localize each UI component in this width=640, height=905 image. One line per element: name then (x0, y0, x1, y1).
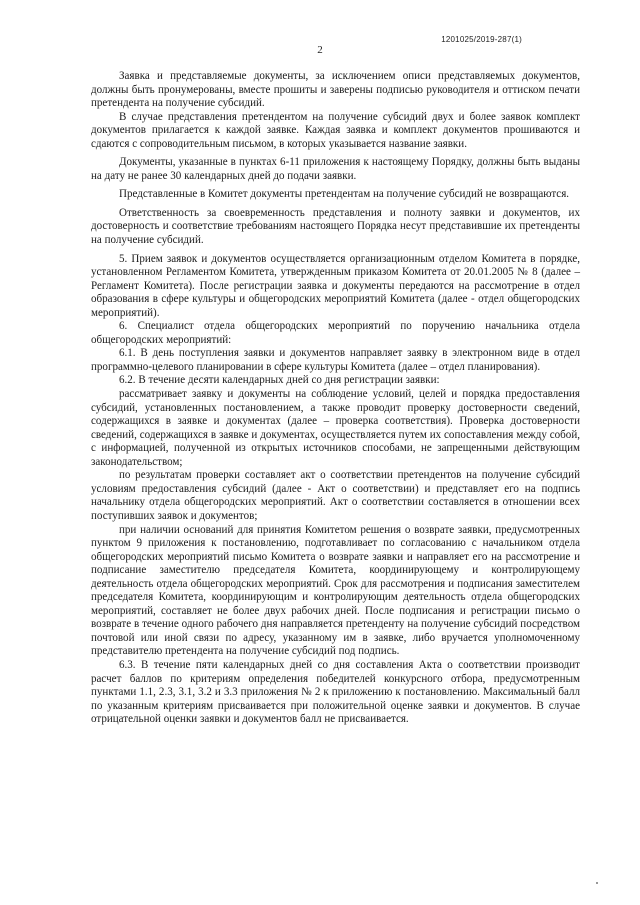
paragraph: 6.3. В течение пяти календарных дней со дня составления Акта о соответствии производит расчет баллов по критериям определения победителей конкурсного отбора, предусмотренным пунктами 1.1, 2.3, 3.1, 3.2 и 3.3 приложения № 2 к приложению к постановлению. Максимальный балл по указанным критериям присваивается при положительной оценке заявки и документов. В случае отрицательной оценки заявки и документов балл не присваивается. (91, 658, 580, 726)
paragraph: при наличии оснований для принятия Комитетом решения о возврате заявки, предусмотренных пунктом 9 приложения к постановлению, подготавливает по согласованию с начальником отдела общегородских мероприятий письмо Комитета о возврате заявки и направляет его на рассмотрение и подписание заместителю председателя Комитета, координирующему и контролирующему деятельность отдела общегородских мероприятий. Срок для рассмотрения и подписания заместителем председателя Комитета, координирующим и контролирующим деятельность отдела общегородских мероприятий, составляет не более двух рабочих дней. После подписания и регистрации письмо о возврате в течение одного рабочего дня направляется претенденту на получение субсидий посредством почтовой или иной связи по адресу, указанному им в заявке, либо вручается уполномоченному представителю претендента на получение субсидий под подпись. (91, 523, 580, 658)
paragraph: В случае представления претендентом на получение субсидий двух и более заявок комплект документов прилагается к каждой заявке. Каждая заявка и комплект документов прошиваются и сдаются с сопроводительным письмом, в которых указывается название заявки. (91, 110, 580, 150)
paragraph: Ответственность за своевременность представления и полноту заявки и документов, их достоверность и соответствие требованиям настоящего Порядка несут представившие их претенденты на получение субсидий. (91, 206, 580, 247)
paragraph: Документы, указанные в пунктах 6-11 приложения к настоящему Порядку, должны быть выданы на дату не ранее 30 календарных дней до подачи заявки. (91, 156, 580, 182)
document-id: 1201025/2019-287(1) (441, 35, 522, 44)
paragraph: 6.1. В день поступления заявки и документов направляет заявку в электронном виде в отдел программно-целевого планировании в сфере культуры Комитета (далее – отдел планирования). (91, 347, 580, 373)
scan-speck (596, 882, 598, 884)
document-body (91, 70, 580, 727)
paragraph: 6.2. В течение десяти календарных дней со дня регистрации заявки: (119, 374, 440, 387)
paragraph: 6. Специалист отдела общегородских мероприятий по поручению начальника отдела общегородских мероприятий: (91, 320, 580, 346)
paragraph: 5. Прием заявок и документов осуществляется организационным отделом Комитета в порядке, установленном Регламентом Комитета, утвержденным приказом Комитета от 20.01.2005 № 8 (далее – Регламент Комитета). После регистрации заявка и документы передаются на рассмотрение в отдел образования в сфере культуры и общегородских мероприятий Комитета (далее - отдел общегородских мероприятий). (91, 252, 580, 319)
page-number: 2 (317, 44, 323, 56)
paragraph: Представленные в Комитет документы претендентам на получение субсидий не возвращаются. (119, 188, 570, 201)
paragraph: рассматривает заявку и документы на соблюдение условий, целей и порядка предоставления субсидий, установленных постановлением, а также проводит проверку достоверности сведений, содержащихся в заявке и документах (далее – проверка соответствия). Проверка достоверности сведений, содержащихся в заявке и документах, осуществляется путем их сопоставления между собой, с информацией, полученной из открытых источников способами, не запрещенными действующим законодательством; (91, 388, 580, 468)
paragraph: Заявка и представляемые документы, за исключением описи представляемых документов, должны быть пронумерованы, вместе прошиты и заверены подписью руководителя и оттиском печати претендента на получение субсидий. (91, 70, 580, 110)
paragraph: по результатам проверки составляет акт о соответствии претендентов на получение субсидий условиям предоставления субсидий (далее - Акт о соответствии) и представляет его на подпись начальнику отдела общегородских мероприятий. Акт о соответствии составляется в отношении всех поступивших заявок и документов; (91, 469, 580, 522)
